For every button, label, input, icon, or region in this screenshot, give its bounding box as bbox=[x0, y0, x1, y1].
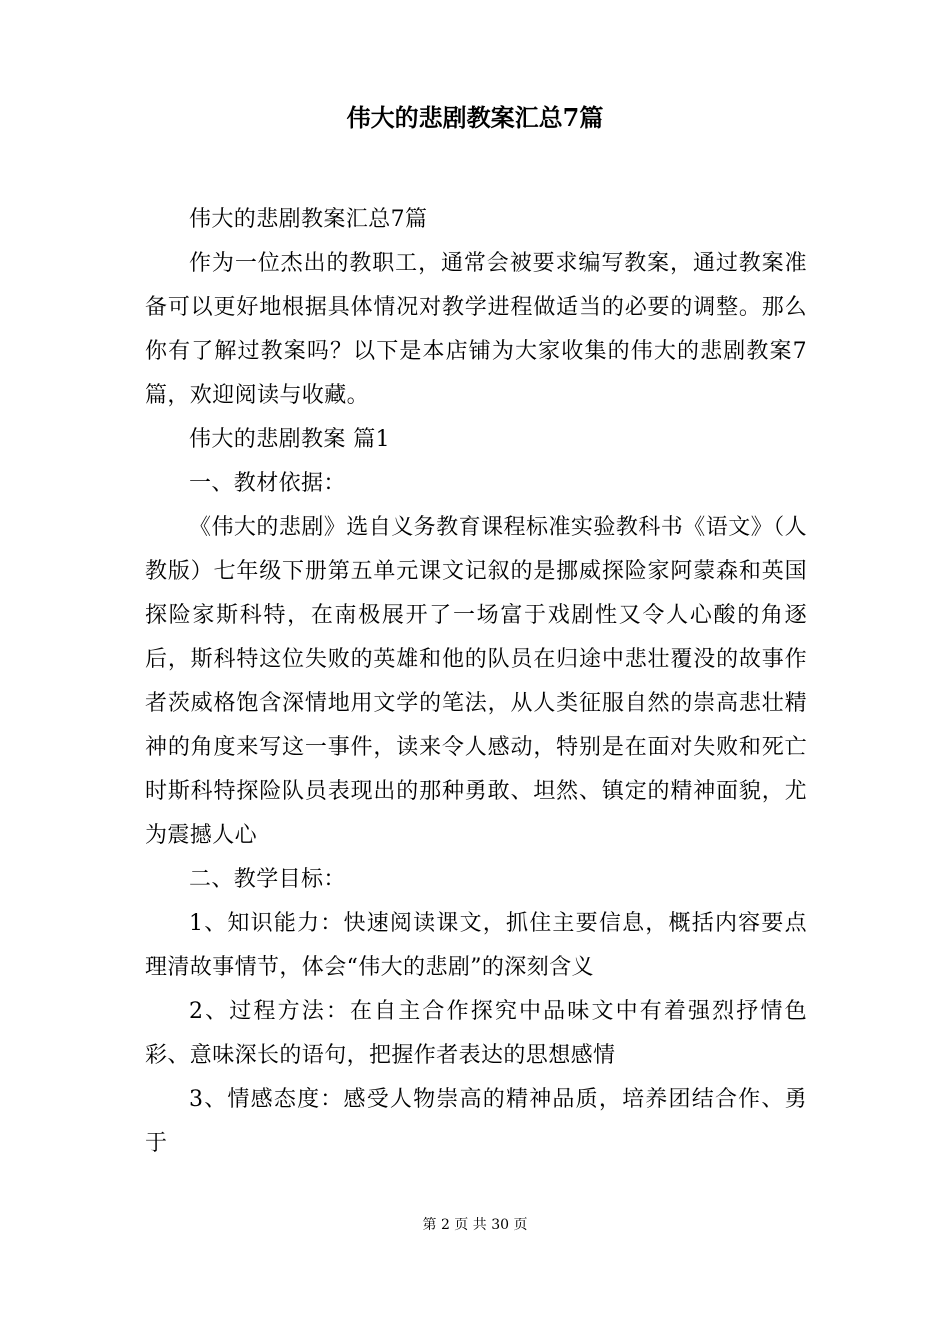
paragraph-goal-1: 1、知识能力：快速阅读课文，抓住主要信息，概括内容要点理清故事情节，体会“伟大的悲剧”的深刻含义 bbox=[145, 911, 807, 980]
paragraph-intro: 作为一位杰出的教职工，通常会被要求编写教案，通过教案准备可以更好地根据具体情况对教学进程做适当的必要的调整。那么你有了解过教案吗？以下是本店铺为大家收集的伟大的悲剧教案7篇，欢迎阅读与收藏。 bbox=[145, 251, 807, 408]
paragraph-materials: 《伟大的悲剧》选自义务教育课程标准实验教科书《语文》（人教版）七年级下册第五单元课文记叙的是挪威探险家阿蒙森和英国探险家斯科特，在南极展开了一场富于戏剧性又令人心酸的角逐后，斯科特这位失败的英雄和他的队员在归途中悲壮覆没的故事作者茨威格饱含深情地用文学的笔法，从人类征服自然的崇高悲壮精神的角度来写这一事件，读来令人感动，特别是在面对失败和死亡时斯科特探险队员表现出的那种勇敢、坦然、镇定的精神面貌，尤为震撼人心 bbox=[145, 515, 807, 848]
document-body bbox=[145, 198, 807, 1166]
paragraph-subtitle: 伟大的悲剧教案汇总7篇 bbox=[189, 207, 428, 232]
paragraph-goal-3: 3、情感态度：感受人物崇高的精神品质，培养团结合作、勇于 bbox=[145, 1087, 807, 1156]
page-footer: 第 2 页 共 30 页 bbox=[422, 1217, 528, 1233]
paragraph-section-heading: 伟大的悲剧教案 篇1 bbox=[189, 427, 390, 452]
document-title: 伟大的悲剧教案汇总7篇 bbox=[346, 103, 604, 132]
paragraph-heading-goals: 二、教学目标： bbox=[189, 867, 346, 892]
paragraph-heading-materials: 一、教材依据： bbox=[189, 471, 346, 496]
paragraph-goal-2: 2、过程方法：在自主合作探究中品味文中有着强烈抒情色彩、意味深长的语句，把握作者表达的思想感情 bbox=[145, 999, 807, 1068]
